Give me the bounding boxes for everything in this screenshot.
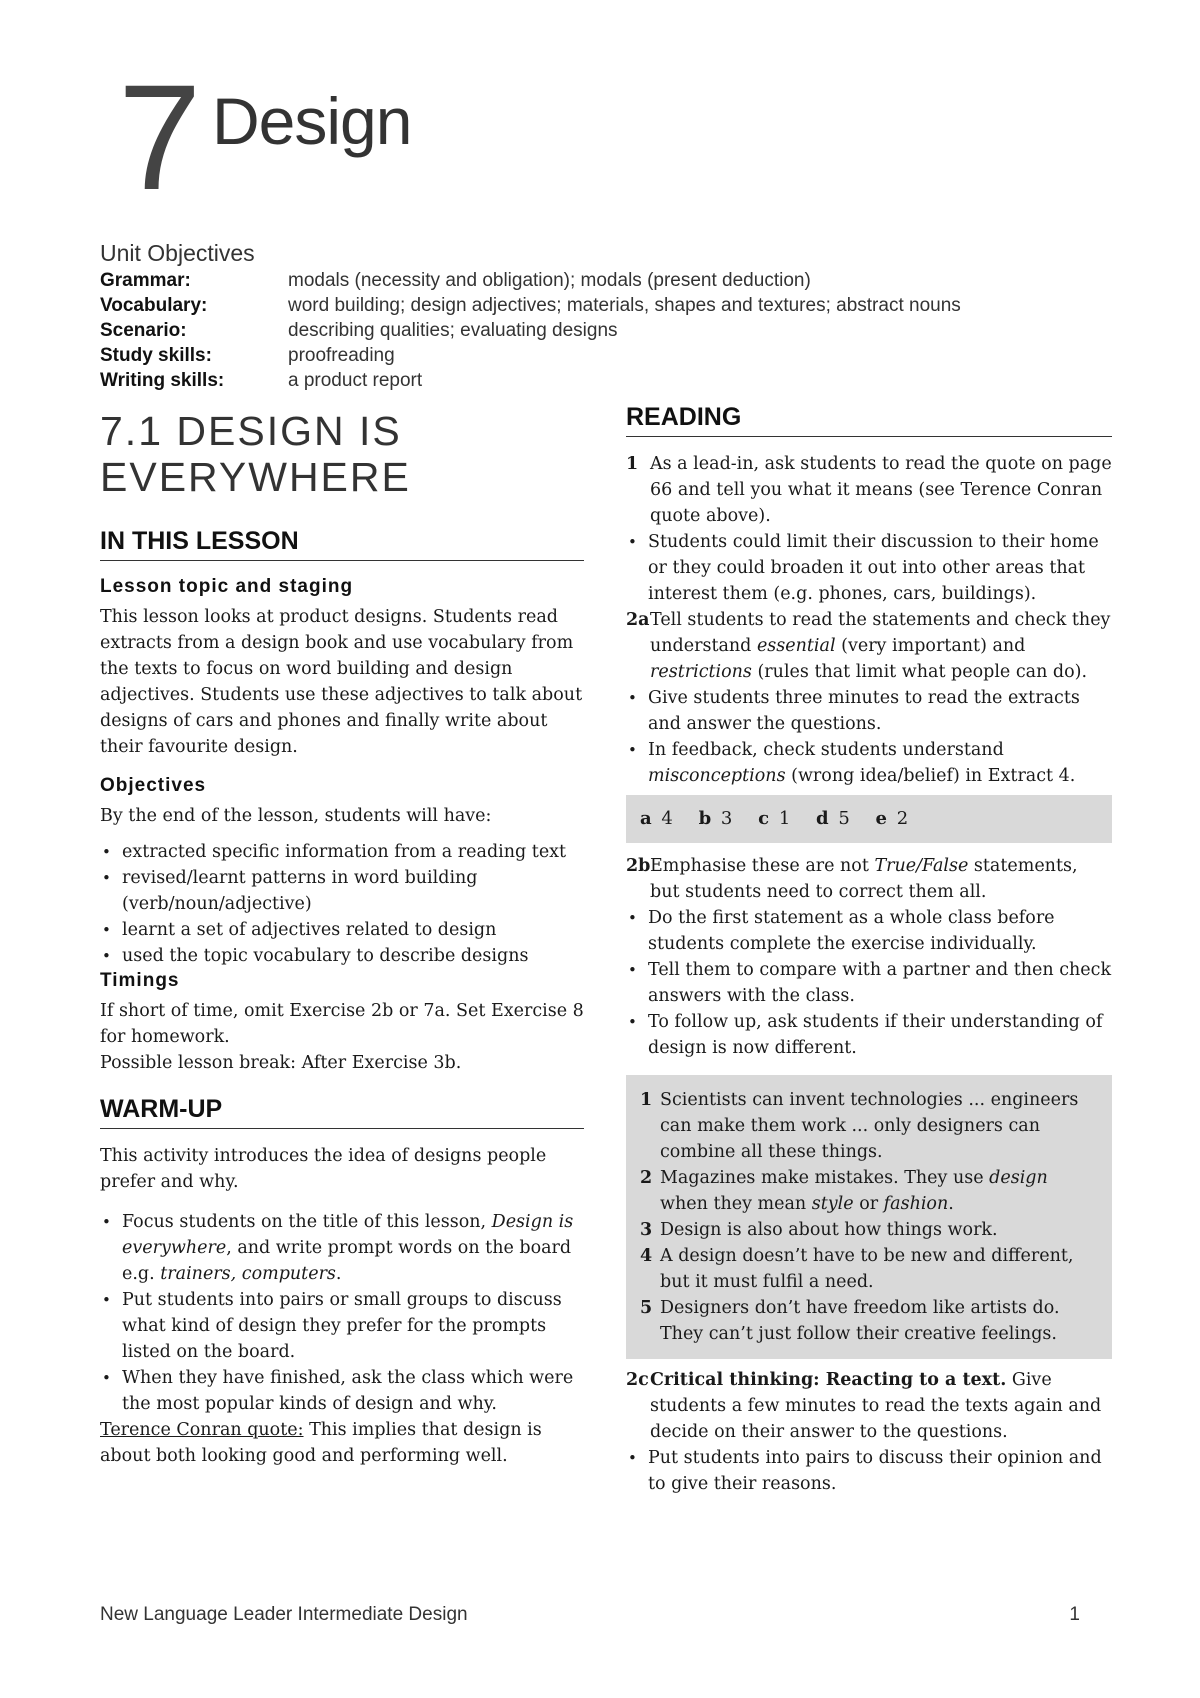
unit-number: 7 xyxy=(118,53,198,221)
answer-key-2b xyxy=(626,1075,1112,1359)
topic-text: This lesson looks at product designs. Students read extracts from a design book and use vocabulary from the texts to focus on word building and design adjectives. Students use these adjectives to talk about designs of cars and phones and finally write about their favourite design. xyxy=(100,607,583,757)
exercise-2b-list xyxy=(626,905,1112,1061)
answer-item: 3 Design is also about how things work. xyxy=(640,1220,998,1240)
list-item: • used the topic vocabulary to describe designs xyxy=(100,943,584,969)
list-item: • When they have finished, ask the class which were the most popular kinds of design and why. xyxy=(100,1365,584,1417)
answer-item: 2 Magazines make mistakes. They use design when they mean style or fashion. xyxy=(640,1168,1048,1214)
answer-item: 1 Scientists can invent technologies ... engineers can make them work ... only designers can combine all these things. xyxy=(640,1090,1079,1162)
list-item: • revised/learnt patterns in word building (verb/noun/adjective) xyxy=(100,865,584,917)
answer-key-2a xyxy=(626,795,1112,843)
right-column xyxy=(626,402,1112,1497)
unit-title: Design xyxy=(212,84,412,158)
lesson-title-line-1: 7.1 DESIGN IS xyxy=(100,408,402,454)
answer-item: 4 A design doesn’t have to be new and different, but it must fulfil a need. xyxy=(640,1246,1074,1292)
objective-value: modals (necessity and obligation); modals (present deduction) xyxy=(288,270,811,291)
objective-label: Scenario: xyxy=(100,320,187,341)
quote-label: Terence Conran quote: xyxy=(100,1420,304,1440)
answer-item: 5 Designers don’t have freedom like artists do. They can’t just follow their creative feelings. xyxy=(640,1298,1060,1344)
exercise-number: 2b xyxy=(626,856,651,876)
objective-value: proofreading xyxy=(288,345,395,366)
exercise-1: 1 As a lead-in, ask students to read the quote on page 66 and tell you what it means (see Terence Conran quote above). xyxy=(626,451,1112,529)
warmup-heading: WARM-UP xyxy=(100,1094,584,1129)
answer-item: a 4 xyxy=(640,808,675,829)
answer-item: c 1 xyxy=(758,808,793,829)
list-item: • To follow up, ask students if their understanding of design is now different. xyxy=(626,1009,1112,1061)
objective-row-vocabulary xyxy=(100,293,1100,318)
list-item: • Tell them to compare with a partner and then check answers with the class. xyxy=(626,957,1112,1009)
left-column xyxy=(100,402,584,1469)
list-item: • extracted specific information from a reading text xyxy=(100,839,584,865)
objectives-intro: By the end of the lesson, students will have: xyxy=(100,806,492,826)
objective-row-study-skills xyxy=(100,343,1100,368)
lesson-title-line-2: EVERYWHERE xyxy=(100,454,411,500)
objective-value: a product report xyxy=(288,370,423,391)
reading-heading: READING xyxy=(626,402,1112,437)
warmup-list xyxy=(100,1209,584,1417)
exercise-2a-list xyxy=(626,685,1112,789)
list-item: • Focus students on the title of this lesson, Design is everywhere, and write prompt words on the board e.g. trainers, computers. xyxy=(100,1209,584,1287)
objective-label: Study skills: xyxy=(100,345,212,366)
objective-label: Vocabulary: xyxy=(100,295,208,316)
in-this-lesson-heading: IN THIS LESSON xyxy=(100,526,584,561)
exercise-2c-title: Critical thinking: Reacting to a text. xyxy=(650,1370,1007,1390)
answer-item: b 3 xyxy=(698,808,735,829)
list-item: • In feedback, check students understand misconceptions (wrong idea/belief) in Extract 4. xyxy=(626,737,1112,789)
objective-label: Writing skills: xyxy=(100,370,225,391)
lesson-break-text: Possible lesson break: After Exercise 3b. xyxy=(100,1053,462,1073)
list-item: • Put students into pairs or small groups to discuss what kind of design they prefer for the prompts listed on the board. xyxy=(100,1287,584,1365)
lesson-title xyxy=(100,408,584,500)
list-item: • Students could limit their discussion to their home or they could broaden it out into other areas that interest them (e.g. phones, cars, buildings). xyxy=(626,529,1112,607)
list-item: • Put students into pairs to discuss their opinion and to give their reasons. xyxy=(626,1445,1112,1497)
objective-label: Grammar: xyxy=(100,270,191,291)
exercise-number: 1 xyxy=(626,454,639,474)
topic-heading: Lesson topic and staging xyxy=(100,576,354,597)
list-item: • learnt a set of adjectives related to design xyxy=(100,917,584,943)
unit-objectives-heading: Unit Objectives xyxy=(100,240,255,266)
objective-value: word building; design adjectives; materials, shapes and textures; abstract nouns xyxy=(288,295,961,316)
exercise-number: 2a xyxy=(626,610,650,630)
exercise-1-list xyxy=(626,529,1112,607)
timings-heading: Timings xyxy=(100,970,180,991)
exercise-2a: 2a Tell students to read the statements and check they understand essential (very important) and restrictions (rules that limit what people can do). xyxy=(626,607,1112,685)
warmup-intro: This activity introduces the idea of designs people prefer and why. xyxy=(100,1146,547,1192)
exercise-2c: 2c Critical thinking: Reacting to a text. Give students a few minutes to read the texts again and decide on their answer to the questions. xyxy=(626,1367,1112,1445)
exercise-number: 2c xyxy=(626,1370,649,1390)
footer-title: New Language Leader Intermediate Design xyxy=(100,1604,468,1625)
objective-row-scenario xyxy=(100,318,1100,343)
answer-item: d 5 xyxy=(816,808,852,829)
exercise-2c-list xyxy=(626,1445,1112,1497)
page-footer xyxy=(100,1604,1080,1626)
objective-value: describing qualities; evaluating designs xyxy=(288,320,618,341)
page-number: 1 xyxy=(1069,1604,1080,1625)
objective-row-grammar xyxy=(100,268,1100,293)
quote-note: Terence Conran quote: This implies that design is about both looking good and performing well. xyxy=(100,1420,542,1466)
timings-text: If short of time, omit Exercise 2b or 7a. Set Exercise 8 for homework. xyxy=(100,1001,584,1047)
list-item: • Do the first statement as a whole class before students complete the exercise individually. xyxy=(626,905,1112,957)
objective-row-writing-skills xyxy=(100,368,1100,393)
objectives-list xyxy=(100,839,584,969)
objectives-heading: Objectives xyxy=(100,775,207,796)
exercise-2b: 2b Emphasise these are not True/False statements, but students need to correct them all. xyxy=(626,853,1112,905)
answer-item: e 2 xyxy=(875,808,911,829)
list-item: • Give students three minutes to read the extracts and answer the questions. xyxy=(626,685,1112,737)
unit-objectives xyxy=(100,240,1100,393)
